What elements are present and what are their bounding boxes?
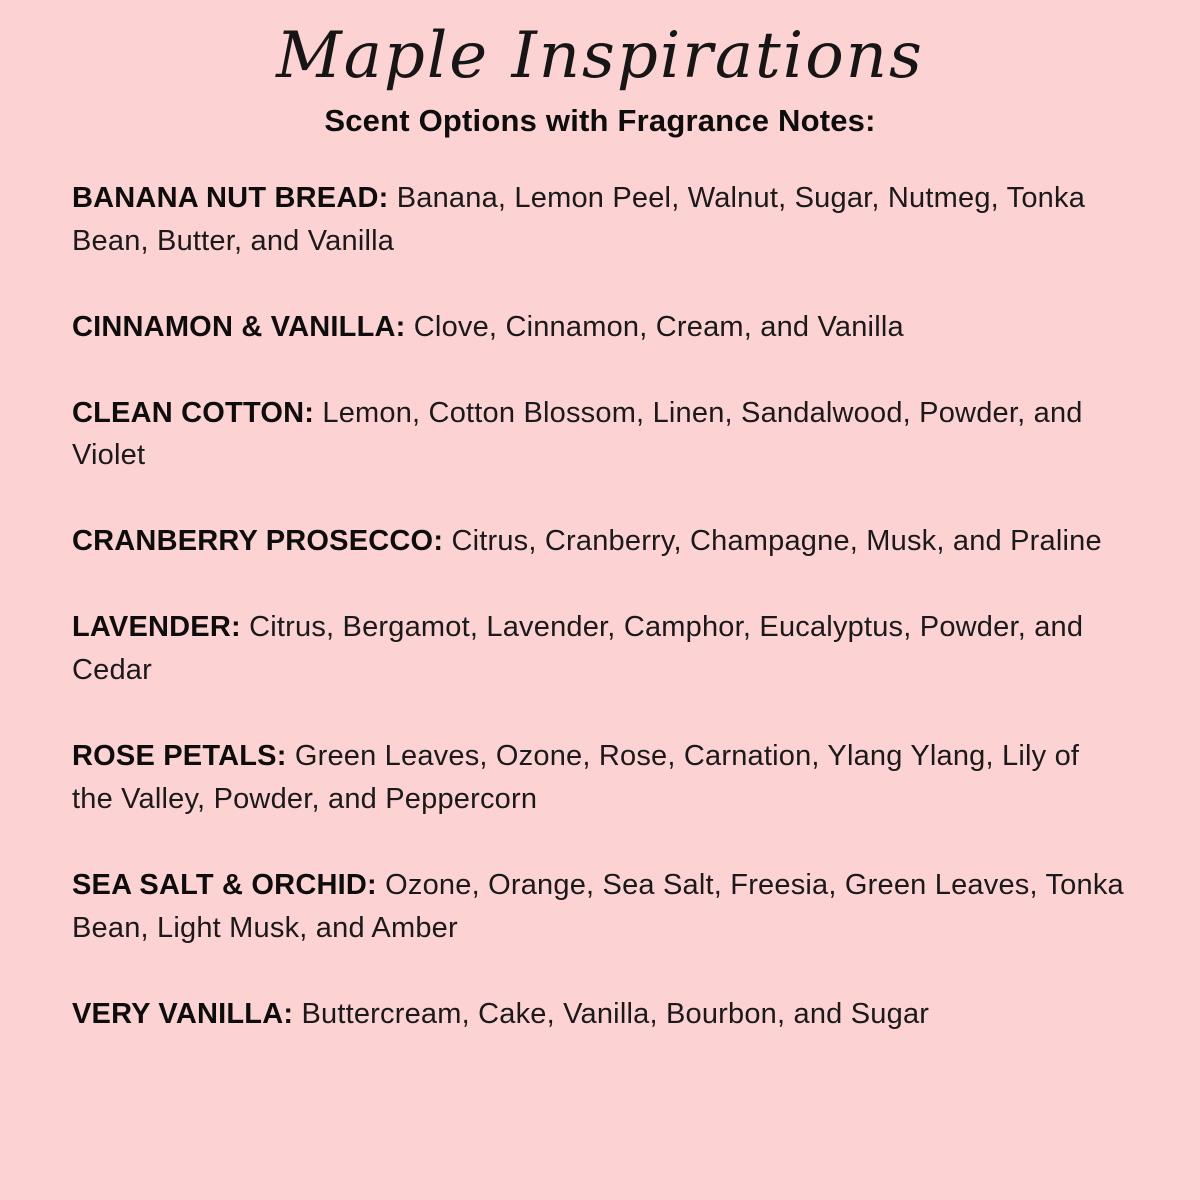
scent-list (72, 177, 1128, 1036)
scent-name: ROSE PETALS: (72, 740, 287, 773)
scent-notes: Citrus, Cranberry, Champagne, Musk, and Praline (451, 525, 1102, 558)
scent-notes: Lemon, Cotton Blossom, Linen, Sandalwood, Powder, and Violet (72, 396, 1083, 472)
page-subtitle: Scent Options with Fragrance Notes: (324, 102, 876, 138)
scent-name: VERY VANILLA: (72, 997, 294, 1030)
scent-item-very-vanilla (72, 993, 1128, 1036)
scent-item-cranberry-prosecco (72, 520, 1128, 563)
scent-name: CLEAN COTTON: (72, 396, 315, 429)
scent-notes: Ozone, Orange, Sea Salt, Freesia, Green Leaves, Tonka Bean, Light Musk, and Amber (72, 868, 1124, 944)
scent-name: SEA SALT & ORCHID: (72, 868, 377, 901)
scent-name: BANANA NUT BREAD: (72, 181, 389, 214)
scent-name: CINNAMON & VANILLA: (72, 310, 406, 343)
scent-item-rose-petals (72, 735, 1128, 821)
scent-item-banana-nut-bread (72, 177, 1128, 263)
scent-item-sea-salt-orchid (72, 864, 1128, 950)
brand-title: Maple Inspirations (276, 19, 924, 93)
scent-notes: Clove, Cinnamon, Cream, and Vanilla (413, 310, 904, 343)
scent-item-clean-cotton (72, 392, 1128, 478)
scent-notes: Green Leaves, Ozone, Rose, Carnation, Ylang Ylang, Lily of the Valley, Powder, and Peppercorn (72, 740, 1080, 815)
scent-name: CRANBERRY PROSECCO: (72, 525, 444, 558)
scent-item-cinnamon-vanilla (72, 306, 1128, 349)
scent-item-lavender (72, 606, 1128, 692)
scent-name: LAVENDER: (72, 611, 241, 644)
scent-notes: Banana, Lemon Peel, Walnut, Sugar, Nutmeg, Tonka Bean, Butter, and Vanilla (72, 181, 1086, 257)
scent-notes: Buttercream, Cake, Vanilla, Bourbon, and Sugar (301, 997, 930, 1030)
scent-notes: Citrus, Bergamot, Lavender, Camphor, Eucalyptus, Powder, and Cedar (72, 611, 1084, 687)
